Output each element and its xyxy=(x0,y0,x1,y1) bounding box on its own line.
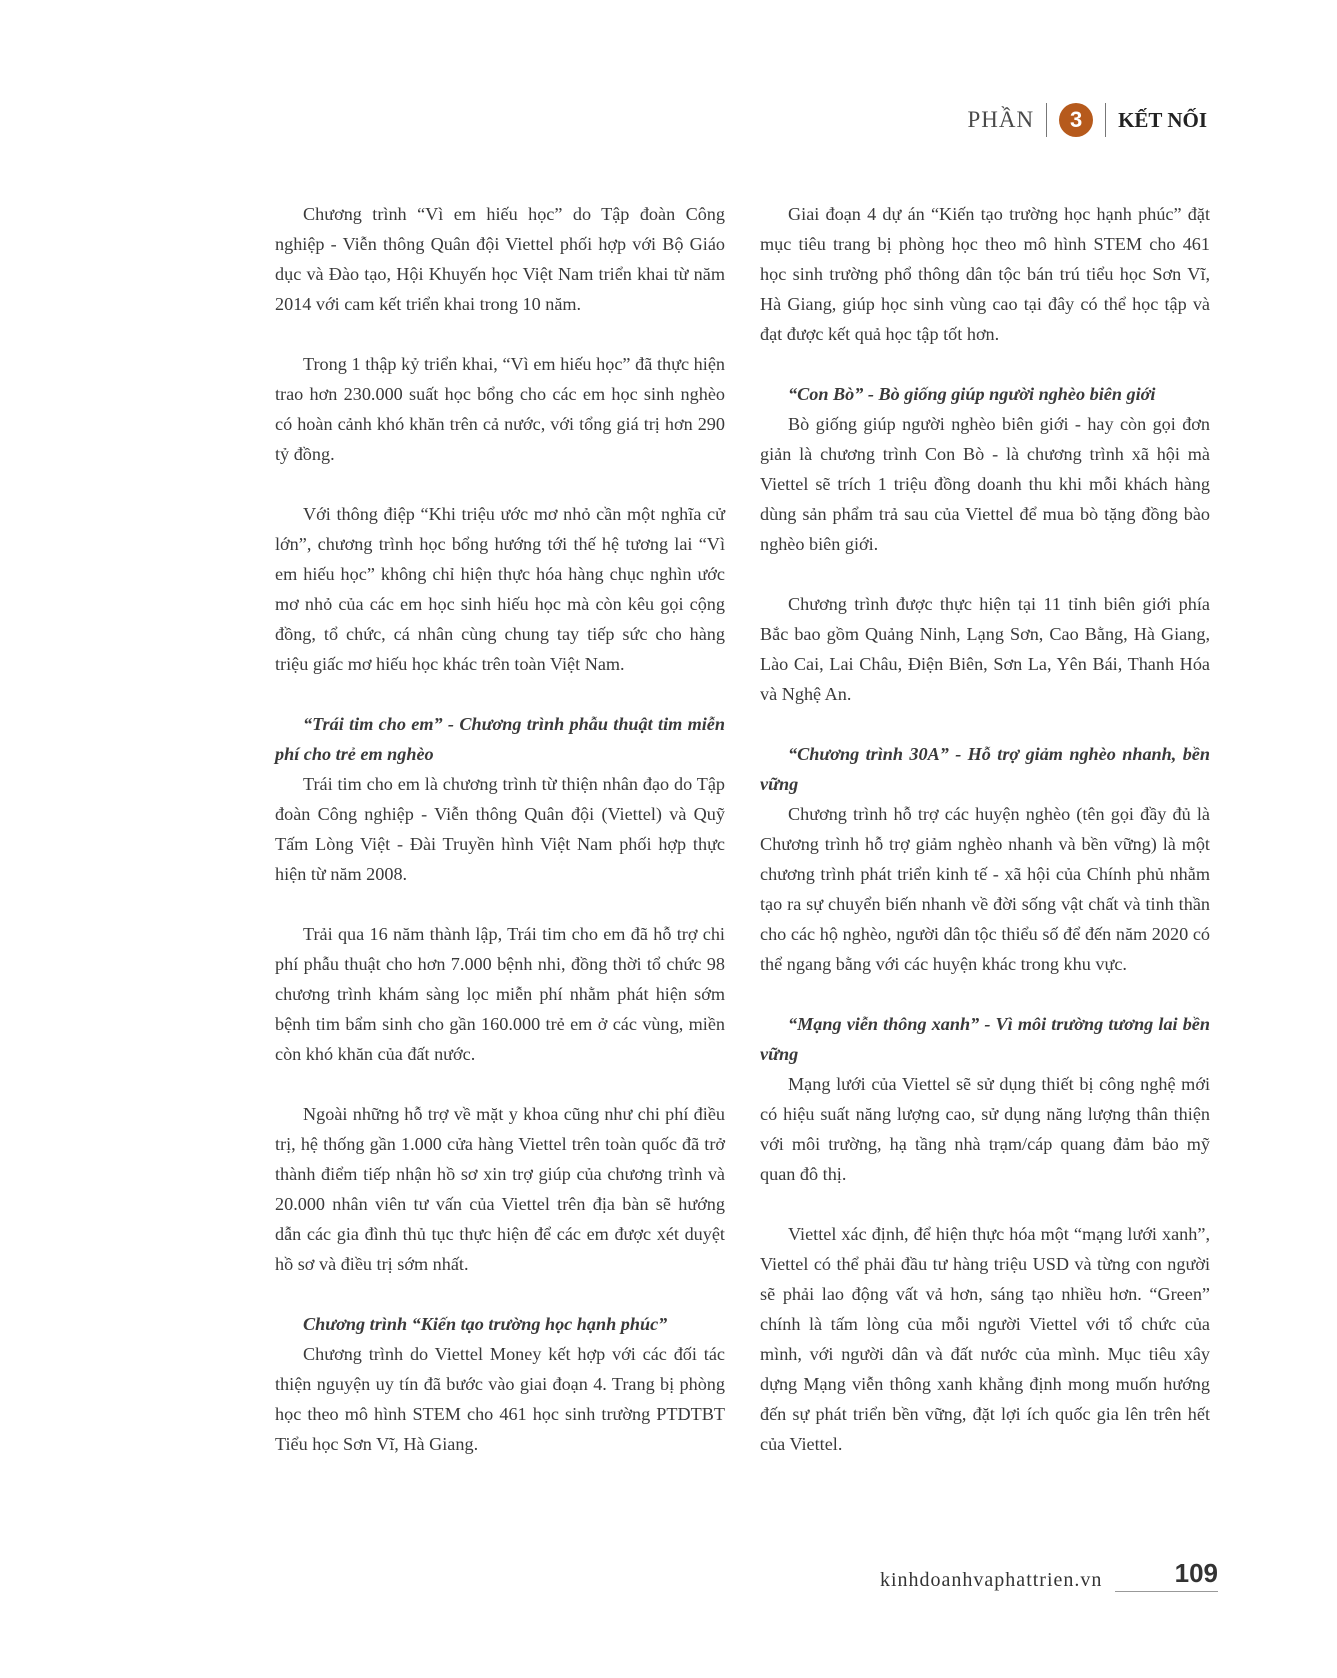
page-number: 109 xyxy=(1115,1558,1218,1592)
paragraph: Trải qua 16 năm thành lập, Trái tim cho em đã hỗ trợ chi phí phẫu thuật cho hơn 7.000 bệnh nhi, đồng thời tổ chức 98 chương trình khám sàng lọc miễn phí nhằm phát hiện sớm bệnh tim bẩm sinh cho gần 160.000 trẻ em ở các vùng, miền còn khó khăn của đất nước. xyxy=(275,924,725,1064)
paragraph: Chương trình được thực hiện tại 11 tỉnh biên giới phía Bắc bao gồm Quảng Ninh, Lạng Sơn, Cao Bằng, Hà Giang, Lào Cai, Lai Châu, Điện Biên, Sơn La, Yên Bái, Thanh Hóa và Nghệ An. xyxy=(760,594,1210,704)
section-heading: Chương trình “Kiến tạo trường học hạnh phúc” xyxy=(303,1314,668,1334)
paragraph: Với thông điệp “Khi triệu ước mơ nhỏ cần một nghĩa cử lớn”, chương trình học bổng hướng tới thế hệ tương lai “Vì em hiếu học” không chỉ hiện thực hóa hàng chục nghìn ước mơ nhỏ của các em học sinh hiếu học mà còn kêu gọi cộng đồng, tổ chức, cá nhân cùng chung tay tiếp sức cho hàng triệu giấc mơ hiếu học khác trên toàn Việt Nam. xyxy=(275,504,725,674)
paragraph: Mạng lưới của Viettel sẽ sử dụng thiết bị công nghệ mới có hiệu suất năng lượng cao, sử dụng năng lượng thân thiện với môi trường, hạ tầng nhà trạm/cáp quang đảm bảo mỹ quan đô thị. xyxy=(760,1074,1210,1184)
section-heading: “Mạng viễn thông xanh” - Vì môi trường tương lai bền vững xyxy=(760,1014,1210,1064)
paragraph: Viettel xác định, để hiện thực hóa một “mạng lưới xanh”, Viettel có thể phải đầu tư hàng triệu USD và từng con người sẽ phải lao động vất vả hơn, sáng tạo nhiều hơn. “Green” chính là tấm lòng của mỗi người Viettel với tổ chức của mình, với người dân và đất nước của mình. Mục tiêu xây dựng Mạng viễn thông xanh khẳng định mong muốn hướng đến sự phát triển bền vững, đặt lợi ích quốc gia lên trên hết của Viettel. xyxy=(760,1224,1210,1454)
paragraph: Trái tim cho em là chương trình từ thiện nhân đạo do Tập đoàn Công nghiệp - Viễn thông Quân đội (Viettel) và Quỹ Tấm Lòng Việt - Đài Truyền hình Việt Nam phối hợp thực hiện từ năm 2008. xyxy=(275,774,725,884)
section-heading: “Con Bò” - Bò giống giúp người nghèo biên giới xyxy=(788,384,1156,404)
paragraph: Chương trình “Vì em hiếu học” do Tập đoàn Công nghiệp - Viễn thông Quân đội Viettel phối hợp với Bộ Giáo dục và Đào tạo, Hội Khuyến học Việt Nam triển khai từ năm 2014 với cam kết triển khai trong 10 năm. xyxy=(275,204,725,314)
page-header xyxy=(967,100,1207,140)
part-label: PHẦN xyxy=(967,103,1047,137)
paragraph: Giai đoạn 4 dự án “Kiến tạo trường học hạnh phúc” đặt mục tiêu trang bị phòng học theo mô hình STEM cho 461 học sinh trường phổ thông dân tộc bán trú tiểu học Sơn Vĩ, Hà Giang, giúp học sinh vùng cao tại đây có thể học tập và đạt được kết quả học tập tốt hơn. xyxy=(760,204,1210,344)
paragraph: Bò giống giúp người nghèo biên giới - hay còn gọi đơn giản là chương trình Con Bò - là chương trình xã hội mà Viettel sẽ trích 1 triệu đồng doanh thu khi mỗi khách hàng dùng sản phẩm trả sau của Viettel để mua bò tặng đồng bào nghèo biên giới. xyxy=(760,414,1210,554)
paragraph: Ngoài những hỗ trợ về mặt y khoa cũng như chi phí điều trị, hệ thống gần 1.000 cửa hàng Viettel trên toàn quốc đã trở thành điểm tiếp nhận hồ sơ xin trợ giúp của chương trình và 20.000 nhân viên tư vấn của Viettel trên địa bàn sẽ hướng dẫn các gia đình thủ tục thực hiện để các em được xét duyệt hồ sơ và điều trị sớm nhất. xyxy=(275,1104,725,1274)
right-column xyxy=(760,199,1210,1459)
paragraph: Chương trình hỗ trợ các huyện nghèo (tên gọi đầy đủ là Chương trình hỗ trợ giảm nghèo nhanh và bền vững) là một chương trình phát triển kinh tế - xã hội của Chính phủ nhằm tạo ra sự chuyển biến nhanh về đời sống vật chất và tinh thần cho các hộ nghèo, người dân tộc thiểu số để đến năm 2020 có thể ngang bằng với các huyện khác trong khu vực. xyxy=(760,804,1210,974)
left-column xyxy=(275,199,725,1459)
section-heading: “Trái tim cho em” - Chương trình phẫu thuật tim miễn phí cho trẻ em nghèo xyxy=(275,714,725,764)
section-title: KẾT NỐI xyxy=(1105,103,1207,137)
website-url: kinhdoanhvaphattrien.vn xyxy=(880,1569,1103,1591)
paragraph: Chương trình do Viettel Money kết hợp với các đối tác thiện nguyện uy tín đã bước vào giai đoạn 4. Trang bị phòng học theo mô hình STEM cho 461 học sinh trường PTDTBT Tiểu học Sơn Vĩ, Hà Giang. xyxy=(275,1344,725,1454)
section-heading: “Chương trình 30A” - Hỗ trợ giảm nghèo nhanh, bền vững xyxy=(760,744,1210,794)
paragraph: Trong 1 thập kỷ triển khai, “Vì em hiếu học” đã thực hiện trao hơn 230.000 suất học bổng cho các em học sinh nghèo có hoàn cảnh khó khăn trên cả nước, với tổng giá trị hơn 290 tỷ đồng. xyxy=(275,354,725,464)
part-number-badge: 3 xyxy=(1059,103,1093,137)
page-footer xyxy=(880,1558,1218,1592)
